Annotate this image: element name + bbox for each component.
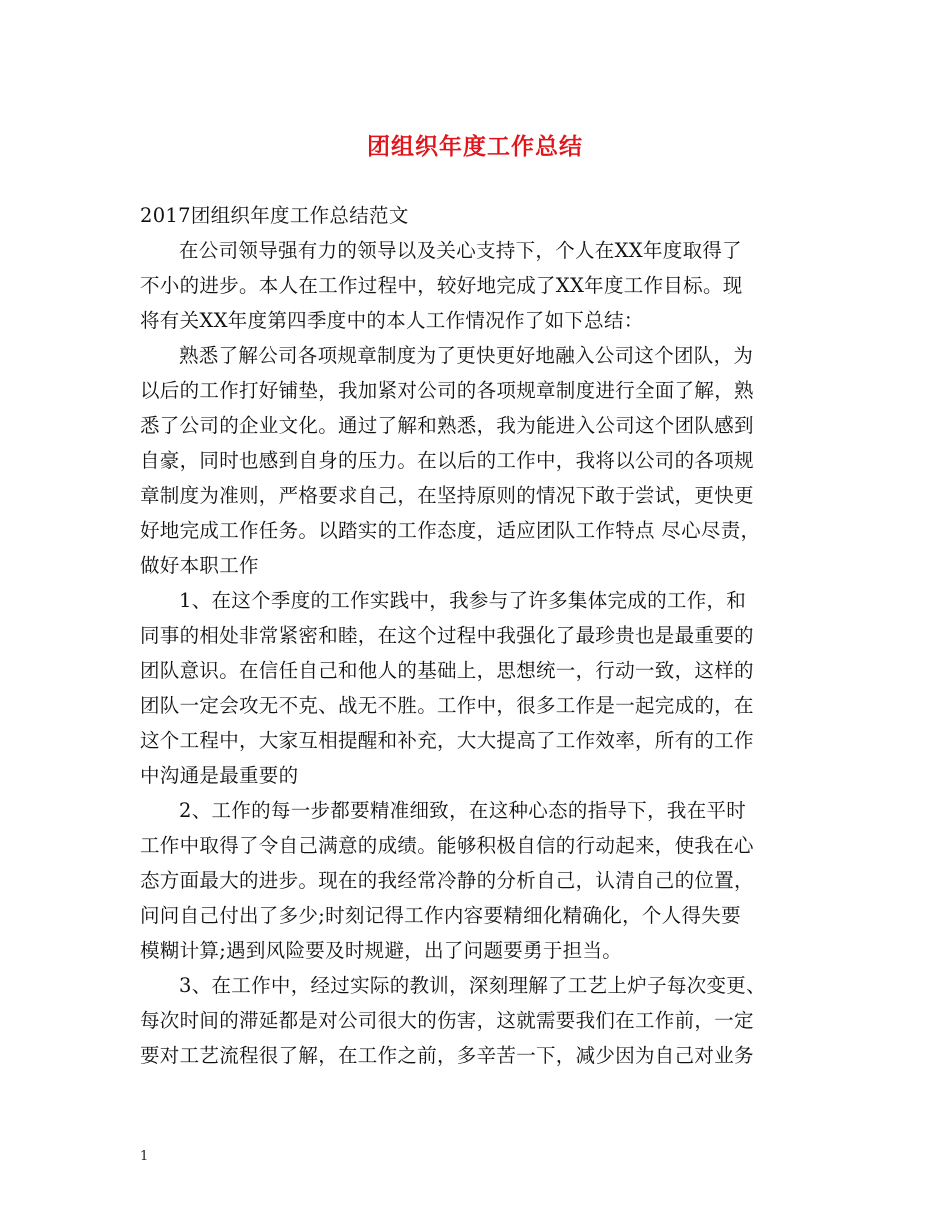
body-text-line: 好地完成工作任务。以踏实的工作态度，适应团队工作特点 尽心尽责， xyxy=(140,519,761,542)
page-number: 1 xyxy=(140,1149,149,1164)
body-text-line: 在公司领导强有力的领导以及关心支持下，个人在XX年度取得了 xyxy=(179,239,742,262)
body-text-line: 问问自己付出了多少;时刻记得工作内容要精细化精确化，个人得失要 xyxy=(140,904,741,927)
body-text-line: 2017团组织年度工作总结范文 xyxy=(140,204,409,227)
body-text-line: 章制度为准则，严格要求自己，在坚持原则的情况下敢于尝试，更快更 xyxy=(140,484,754,507)
body-text-line: 要对工艺流程很了解，在工作之前，多辛苦一下，减少因为自己对业务 xyxy=(140,1044,754,1067)
body-text-line: 2、工作的每一步都要精准细致，在这种心态的指导下，我在平时 xyxy=(179,799,747,822)
body-text-line: 态方面最大的进步。现在的我经常冷静的分析自己，认清自己的位置， xyxy=(140,869,754,892)
body-text-line: 中沟通是最重要的 xyxy=(140,764,299,787)
body-text-line: 自豪，同时也感到自身的压力。在以后的工作中，我将以公司的各项规 xyxy=(140,449,754,472)
body-text-line: 团队意识。在信任自己和他人的基础上，思想统一，行动一致，这样的 xyxy=(140,659,754,682)
document-title: 团组织年度工作总结 xyxy=(367,134,583,160)
body-text-line: 同事的相处非常紧密和睦，在这个过程中我强化了最珍贵也是最重要的 xyxy=(140,624,754,647)
body-text-line: 3、在工作中，经过实际的教训，深刻理解了工艺上炉子每次变更、 xyxy=(179,974,766,997)
body-text-line: 以后的工作打好铺垫，我加紧对公司的各项规章制度进行全面了解，熟 xyxy=(140,379,754,402)
body-text-line: 悉了公司的企业文化。通过了解和熟悉，我为能进入公司这个团队感到 xyxy=(140,414,754,437)
body-text-line: 1、在这个季度的工作实践中，我参与了许多集体完成的工作，和 xyxy=(179,589,747,612)
body-text-line: 做好本职工作 xyxy=(140,554,259,577)
body-text-line: 这个工程中，大家互相提醒和补充，大大提高了工作效率，所有的工作 xyxy=(140,729,754,752)
body-text-line: 团队一定会攻无不克、战无不胜。工作中，很多工作是一起完成的，在 xyxy=(140,694,754,717)
body-text-line: 不小的进步。本人在工作过程中，较好地完成了XX年度工作目标。现 xyxy=(140,274,743,297)
body-text-line: 每次时间的滞延都是对公司很大的伤害，这就需要我们在工作前，一定 xyxy=(140,1009,754,1032)
body-text-line: 模糊计算;遇到风险要及时规避，出了问题要勇于担当。 xyxy=(140,939,623,962)
body-text-line: 工作中取得了令自己满意的成绩。能够积极自信的行动起来，使我在心 xyxy=(140,834,754,857)
body-text-line: 熟悉了解公司各项规章制度为了更快更好地融入公司这个团队，为 xyxy=(179,344,754,367)
document-body xyxy=(140,198,820,1073)
body-text-line: 将有关XX年度第四季度中的本人工作情况作了如下总结： xyxy=(140,309,644,332)
